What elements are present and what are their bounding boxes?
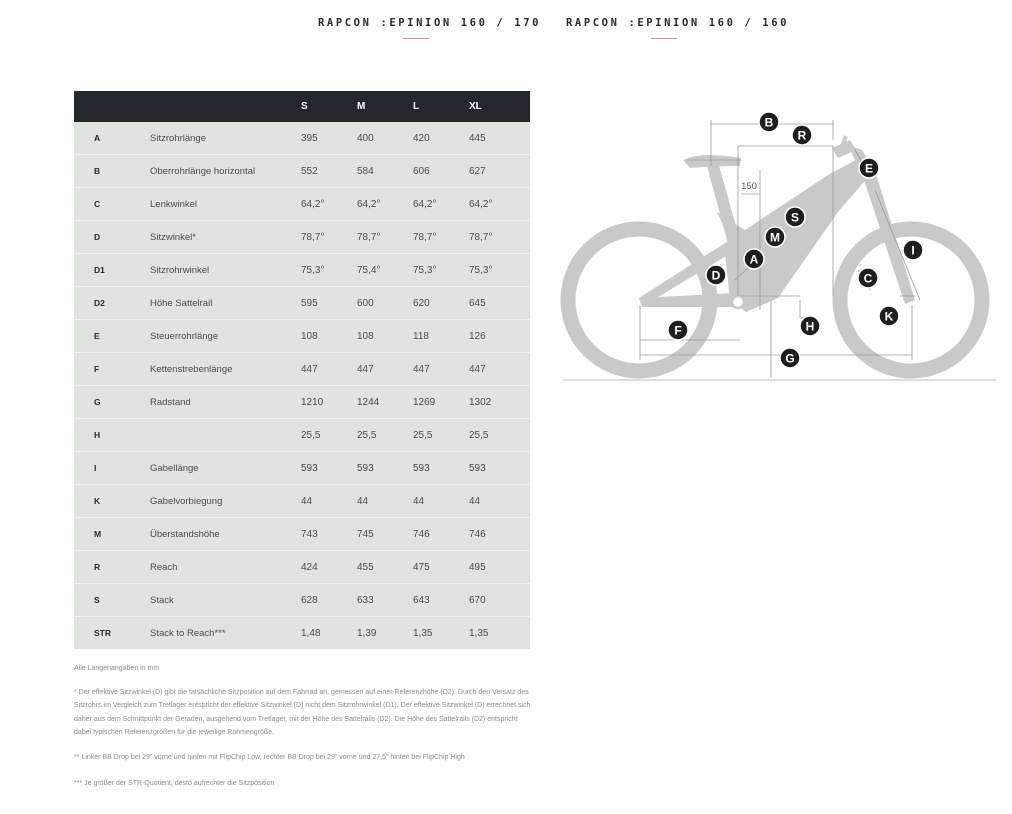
table-row <box>74 188 530 221</box>
row-code: M <box>74 518 150 551</box>
value-s: 25,5 <box>301 419 357 452</box>
value-m: 600 <box>357 287 413 320</box>
tab-label: RAPCON :EPINION 160 / 170 <box>318 17 542 29</box>
value-l: 64,2° <box>413 188 469 221</box>
value-s: 593 <box>301 452 357 485</box>
value-s: 75,3° <box>301 254 357 287</box>
value-s: 628 <box>301 584 357 617</box>
row-label: Stack <box>150 584 301 617</box>
table-row <box>74 254 530 287</box>
value-l: 447 <box>413 353 469 386</box>
row-label: Überstandshöhe <box>150 518 301 551</box>
header-label <box>150 91 301 122</box>
marker-label: F <box>674 323 682 338</box>
value-m: 584 <box>357 155 413 188</box>
row-code: D <box>74 221 150 254</box>
value-xl: 75,3° <box>469 254 530 287</box>
header-size-l: L <box>413 91 469 122</box>
value-m: 633 <box>357 584 413 617</box>
value-m: 447 <box>357 353 413 386</box>
row-label: Stack to Reach*** <box>150 617 301 650</box>
marker-label: B <box>764 115 774 130</box>
row-label: Reach <box>150 551 301 584</box>
tab-underline <box>403 38 429 39</box>
marker-e <box>859 158 879 178</box>
tab-epinion-160-170[interactable] <box>318 14 542 44</box>
value-m: 1,39 <box>357 617 413 650</box>
value-m: 25,5 <box>357 419 413 452</box>
table-row <box>74 485 530 518</box>
header-code <box>74 91 150 122</box>
table-row <box>74 122 530 155</box>
marker-label: A <box>749 252 759 267</box>
row-label: Sitzwinkel* <box>150 221 301 254</box>
value-s: 1,48 <box>301 617 357 650</box>
marker-label: G <box>785 351 795 366</box>
value-l: 420 <box>413 122 469 155</box>
value-s: 78,7° <box>301 221 357 254</box>
value-s: 424 <box>301 551 357 584</box>
header-size-m: M <box>357 91 413 122</box>
row-label: Steuerrohrlänge <box>150 320 301 353</box>
value-m: 108 <box>357 320 413 353</box>
value-xl: 445 <box>469 122 530 155</box>
value-l: 44 <box>413 485 469 518</box>
bottom-bracket <box>732 296 744 308</box>
row-label: Radstand <box>150 386 301 419</box>
marker-label: S <box>790 210 800 225</box>
note-bb-drop: ** Linker BB Drop bei 29" vorne und hinten mit FlipChip Low, rechter BB Drop bei 29" vorne und 27,5" hinten bei FlipChip High <box>74 753 465 761</box>
bike-geometry-diagram <box>552 100 1002 390</box>
row-code: K <box>74 485 150 518</box>
value-xl: 447 <box>469 353 530 386</box>
marker-s <box>785 207 805 227</box>
table-row <box>74 419 530 452</box>
marker-f <box>668 320 688 340</box>
value-l: 25,5 <box>413 419 469 452</box>
row-label: Gabellänge <box>150 452 301 485</box>
marker-r <box>792 125 812 145</box>
value-xl: 1,35 <box>469 617 530 650</box>
row-code: B <box>74 155 150 188</box>
model-tabs <box>0 14 1012 44</box>
marker-label: M <box>770 230 780 245</box>
value-s: 743 <box>301 518 357 551</box>
value-m: 64,2° <box>357 188 413 221</box>
table-header-row <box>74 91 530 122</box>
row-label: Sitzrohrlänge <box>150 122 301 155</box>
value-xl: 78,7° <box>469 221 530 254</box>
table-row <box>74 452 530 485</box>
row-label: Oberrohrlänge horizontal <box>150 155 301 188</box>
value-xl: 627 <box>469 155 530 188</box>
note-stack-to-reach: *** Je größer der STR-Quotient, desto aufrechter die Sitzposition <box>74 780 275 787</box>
value-xl: 670 <box>469 584 530 617</box>
value-xl: 1302 <box>469 386 530 419</box>
value-s: 447 <box>301 353 357 386</box>
value-s: 108 <box>301 320 357 353</box>
value-m: 78,7° <box>357 221 413 254</box>
row-code: H <box>74 419 150 452</box>
row-code: D2 <box>74 287 150 320</box>
row-code: G <box>74 386 150 419</box>
value-m: 593 <box>357 452 413 485</box>
value-l: 606 <box>413 155 469 188</box>
tab-label: RAPCON :EPINION 160 / 160 <box>566 17 790 29</box>
table-row <box>74 155 530 188</box>
row-label: Sitzrohrwinkel <box>150 254 301 287</box>
value-l: 78,7° <box>413 221 469 254</box>
bike-svg <box>552 100 1002 390</box>
marker-label: E <box>864 161 874 176</box>
geometry-table <box>74 91 530 649</box>
value-l: 475 <box>413 551 469 584</box>
row-label: Höhe Sattelrail <box>150 287 301 320</box>
row-label: Gabelvorbiegung <box>150 485 301 518</box>
value-l: 118 <box>413 320 469 353</box>
value-xl: 645 <box>469 287 530 320</box>
value-s: 64,2° <box>301 188 357 221</box>
marker-g <box>780 348 800 368</box>
value-m: 745 <box>357 518 413 551</box>
row-code: I <box>74 452 150 485</box>
value-xl: 44 <box>469 485 530 518</box>
tab-epinion-160-160[interactable] <box>566 14 790 44</box>
row-code: C <box>74 188 150 221</box>
value-xl: 64,2° <box>469 188 530 221</box>
tab-underline <box>651 38 677 39</box>
row-code: A <box>74 122 150 155</box>
footnotes <box>74 662 534 791</box>
header-size-s: S <box>301 91 357 122</box>
row-code: S <box>74 584 150 617</box>
value-l: 1,35 <box>413 617 469 650</box>
value-l: 75,3° <box>413 254 469 287</box>
table-row <box>74 287 530 320</box>
marker-d <box>706 265 726 285</box>
table-row <box>74 353 530 386</box>
table-row <box>74 386 530 419</box>
table-row <box>74 518 530 551</box>
marker-label: I <box>911 243 915 258</box>
value-m: 400 <box>357 122 413 155</box>
row-label: Kettenstrebenlänge <box>150 353 301 386</box>
value-s: 552 <box>301 155 357 188</box>
row-code: D1 <box>74 254 150 287</box>
value-xl: 495 <box>469 551 530 584</box>
note-units: Alle Längenangaben in mm <box>74 665 160 672</box>
table-row <box>74 221 530 254</box>
marker-h <box>800 316 820 336</box>
marker-label: H <box>805 319 815 334</box>
table-row <box>74 320 530 353</box>
row-code: E <box>74 320 150 353</box>
marker-label: K <box>884 309 894 324</box>
dimension-150-label: 150 <box>741 181 757 192</box>
value-s: 44 <box>301 485 357 518</box>
saddle <box>683 155 741 168</box>
marker-b <box>759 112 779 132</box>
header-size-xl: XL <box>469 91 530 122</box>
value-s: 395 <box>301 122 357 155</box>
row-label <box>150 419 301 452</box>
value-m: 75,4° <box>357 254 413 287</box>
table-row <box>74 584 530 617</box>
value-m: 44 <box>357 485 413 518</box>
value-xl: 746 <box>469 518 530 551</box>
marker-k <box>879 306 899 326</box>
value-xl: 593 <box>469 452 530 485</box>
value-l: 593 <box>413 452 469 485</box>
value-m: 1244 <box>357 386 413 419</box>
value-l: 643 <box>413 584 469 617</box>
marker-label: C <box>863 271 873 286</box>
value-s: 595 <box>301 287 357 320</box>
row-code: R <box>74 551 150 584</box>
value-xl: 25,5 <box>469 419 530 452</box>
value-l: 746 <box>413 518 469 551</box>
note-seat-angle: * Der effektive Sitzwinkel (D) gibt die tatsächliche Sitzposition auf dem Fahrrad an, gemessen auf einer Referenzhöhe (D2). Durch den Versatz des Sitzrohrs im Vergleich zum Tretlager entspricht der effektive Sitzwinkel (D) nicht dem Sitzrohrwinkel (D1). Der effektive Sitzwinkel (D) errechnet sich daher aus dem Schnittpunkt der Geraden, ausgehend vom Tretlager, mit der Höhe des Sattelrails (D2). Die Höhe des Sattelrails (D2) entspricht dabei typischen Referenzgrößen für die jeweilige Rahmengröße. <box>74 688 531 736</box>
row-code: F <box>74 353 150 386</box>
table-row <box>74 551 530 584</box>
geometry-table-body <box>74 122 530 649</box>
marker-c <box>858 268 878 288</box>
marker-i <box>903 240 923 260</box>
row-code: STR <box>74 617 150 650</box>
marker-label: R <box>797 128 807 143</box>
value-xl: 126 <box>469 320 530 353</box>
table-row <box>74 617 530 650</box>
value-s: 1210 <box>301 386 357 419</box>
value-m: 455 <box>357 551 413 584</box>
marker-a <box>744 249 764 269</box>
value-l: 620 <box>413 287 469 320</box>
marker-label: D <box>711 268 721 283</box>
marker-m <box>765 227 785 247</box>
value-l: 1269 <box>413 386 469 419</box>
row-label: Lenkwinkel <box>150 188 301 221</box>
